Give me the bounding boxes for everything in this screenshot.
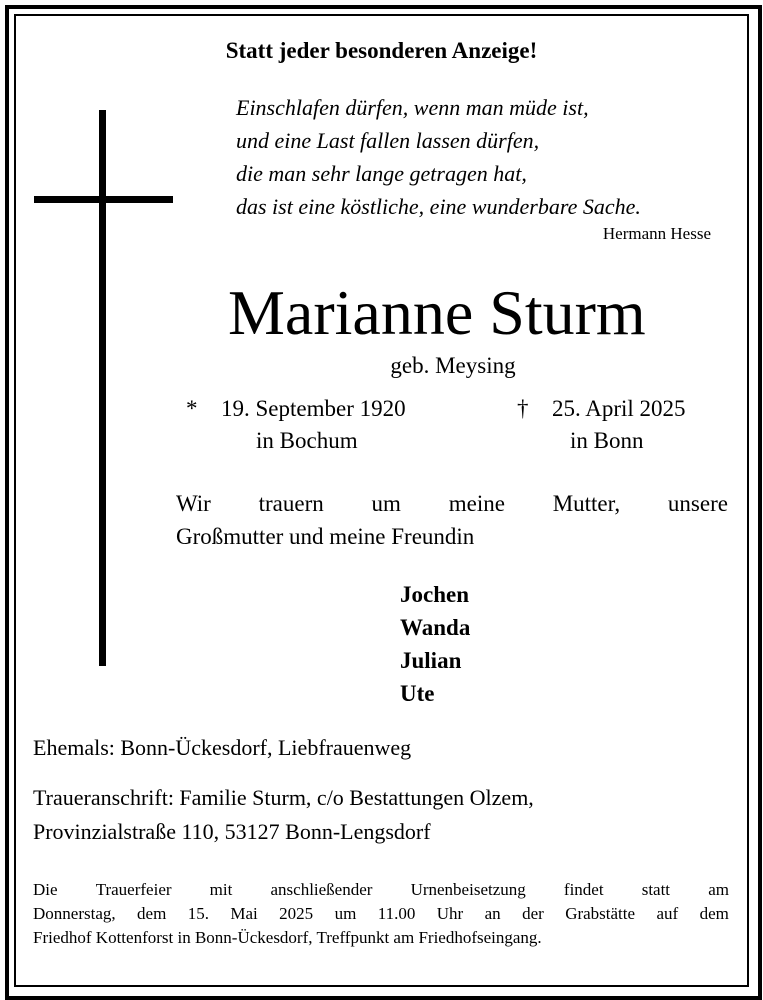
ceremony-word: anschließender: [270, 880, 373, 899]
mourner-name: Wanda: [400, 615, 471, 640]
mourners-list: [400, 578, 470, 710]
poem-line: die man sehr lange getragen hat,: [236, 161, 527, 186]
ceremony-word: Uhr: [436, 904, 464, 923]
poem-line: Einschlafen dürfen, wenn man müde ist,: [236, 95, 589, 120]
mourning-word: meine: [448, 491, 505, 516]
ceremony-word: Urnenbeisetzung: [410, 880, 526, 899]
ceremony-word: 2025: [279, 904, 314, 923]
ceremony-word: Mai: [230, 904, 258, 923]
mourning-word: um: [371, 491, 401, 516]
ceremony-word: auf: [656, 904, 679, 923]
ceremony-word: 15.: [187, 904, 209, 923]
death-dagger-icon: †: [517, 396, 529, 421]
mourning-word: trauern: [258, 491, 324, 516]
mourning-word: Wir: [176, 491, 211, 516]
birth-place: in Bochum: [256, 428, 358, 453]
cross-vertical-bar: [99, 110, 106, 666]
birth-date: 19. September 1920: [221, 396, 406, 421]
ceremony-line3: Friedhof Kottenforst in Bonn-Ückesdorf, Treffpunkt am Friedhofseingang.: [33, 928, 542, 947]
mourning-address: [33, 781, 534, 849]
birth-star-icon: *: [186, 396, 198, 421]
ceremony-line2: [33, 902, 729, 926]
mourner-name: Julian: [400, 648, 462, 673]
poem: [236, 91, 641, 223]
ceremony-word: Grabstätte: [565, 904, 636, 923]
ceremony-line1: [33, 878, 729, 902]
death-place: in Bonn: [570, 428, 644, 453]
ceremony-word: statt: [641, 880, 671, 899]
cross-horizontal-bar: [34, 196, 173, 203]
mourning-address-line2: Provinzialstraße 110, 53127 Bonn-Lengsdorf: [33, 819, 431, 844]
mourning-text-line1: [176, 487, 728, 520]
former-address: Ehemals: Bonn-Ückesdorf, Liebfrauenweg: [33, 735, 412, 760]
ceremony-notice: [33, 878, 729, 950]
ceremony-word: dem: [699, 904, 729, 923]
ceremony-word: an: [484, 904, 501, 923]
deceased-name: Marianne Sturm: [228, 277, 646, 348]
poem-line: das ist eine köstliche, eine wunderbare Sache.: [236, 194, 641, 219]
mourning-word: unsere: [667, 491, 728, 516]
maiden-name: geb. Meysing: [390, 353, 516, 378]
mourning-text: [176, 487, 728, 553]
ceremony-word: Die: [33, 880, 58, 899]
ceremony-word: Trauerfeier: [95, 880, 172, 899]
headline: Statt jeder besonderen Anzeige!: [225, 38, 538, 63]
ceremony-word: um: [334, 904, 357, 923]
ceremony-word: mit: [209, 880, 233, 899]
mourning-address-line1: Traueranschrift: Familie Sturm, c/o Bestattungen Olzem,: [33, 785, 534, 810]
poem-author: Hermann Hesse: [602, 224, 711, 243]
ceremony-word: 11.00: [377, 904, 416, 923]
ceremony-word: Donnerstag,: [33, 904, 116, 923]
mourner-name: Jochen: [400, 582, 469, 607]
death-date: 25. April 2025: [552, 396, 686, 421]
poem-line: und eine Last fallen lassen dürfen,: [236, 128, 540, 153]
mourner-name: Ute: [400, 681, 435, 706]
ceremony-word: am: [708, 880, 729, 899]
ceremony-word: der: [522, 904, 544, 923]
mourning-text-line2: Großmutter und meine Freundin: [176, 524, 475, 549]
ceremony-word: dem: [137, 904, 167, 923]
mourning-word: Mutter,: [552, 491, 621, 516]
ceremony-word: findet: [563, 880, 604, 899]
